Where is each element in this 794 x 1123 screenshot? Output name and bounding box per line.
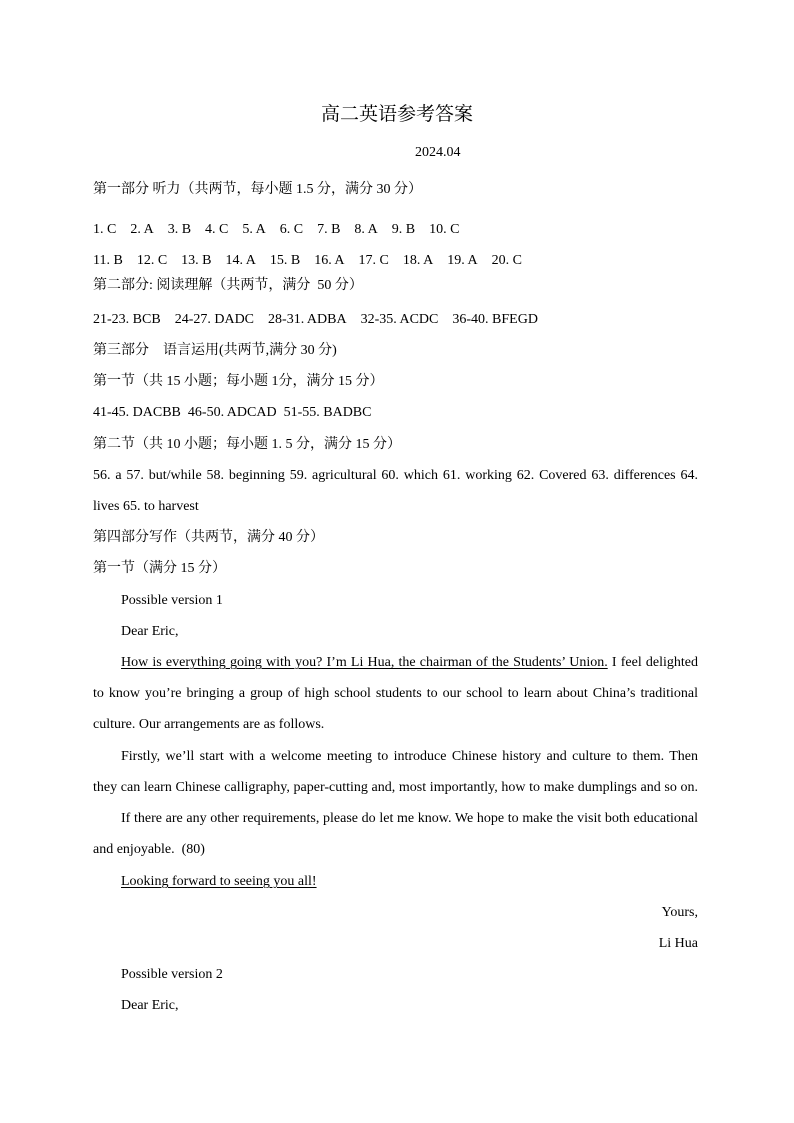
part4-section1-heading: 第一节（满分 15 分） [93, 561, 226, 576]
version1-para2-line-1: Firstly, we’ll start with a welcome meeting to introduce Chinese history and culture to them. Then [121, 749, 698, 764]
para1-line-1-rest: I feel delighted [611, 655, 699, 670]
version1-para3-line-1: If there are any other requirements, please do let me know. We hope to make the visit both educational [121, 811, 698, 826]
reading-answers-row [93, 310, 552, 330]
version1-para1-line-3: culture. Our arrangements are as follows. [93, 717, 325, 732]
answer-item: 5. A [242, 222, 266, 237]
answer-group: 46-50. ADCAD [187, 405, 277, 420]
answer-item: 14. A [225, 253, 256, 268]
answer-item: 8. A [354, 222, 378, 237]
doc-date: 2024.04 [415, 145, 461, 160]
version1-para3-line-2: and enjoyable. (80) [93, 842, 205, 857]
version1-para2-line-2: they can learn Chinese calligraphy, paper-cutting and, most importantly, how to make dumplings and so on. [93, 780, 698, 795]
answer-group: 28-31. ADBA [268, 312, 347, 327]
version1-label: Possible version 1 [121, 593, 223, 608]
answer-item: 2. A [130, 222, 154, 237]
part3-section1-heading: 第一节（共 15 小题；每小题 1分，满分 15 分） [93, 374, 384, 389]
answer-item: 15. B [269, 253, 301, 268]
version2-salutation: Dear Eric, [121, 998, 179, 1013]
answer-group: 36-40. BFEGD [452, 312, 538, 327]
answer-item: 17. C [358, 253, 389, 268]
answer-group: 32-35. ACDC [360, 312, 439, 327]
version1-para1-line-1 [121, 653, 698, 673]
listening-answers-row-2 [93, 251, 536, 271]
part3-section2-heading: 第二节（共 10 小题；每小题 1. 5 分，满分 15 分） [93, 437, 401, 452]
answer-item: 7. B [317, 222, 341, 237]
part3-heading: 第三部分 语言运用(共两节,满分 30 分) [93, 343, 337, 358]
answer-item: 6. C [279, 222, 304, 237]
cloze-answers-row [93, 403, 378, 423]
answer-item: 12. C [136, 253, 168, 268]
answer-item: 13. B [181, 253, 212, 268]
answer-item: 4. C [205, 222, 229, 237]
answer-item: 19. A [447, 253, 478, 268]
answer-group: 24-27. DADC [174, 312, 255, 327]
part4-heading: 第四部分写作（共两节，满分 40 分） [93, 530, 324, 545]
version1-signoff: Yours, [661, 905, 698, 920]
answer-item: 10. C [429, 222, 460, 237]
answer-item: 20. C [491, 253, 522, 268]
answer-group: 21-23. BCB [93, 312, 161, 327]
version1-para1-line-2: to know you’re bringing a group of high school students to our school to learn about China’s traditional [93, 686, 698, 701]
listening-answers-row-1 [93, 220, 473, 240]
part1-heading: 第一部分 听力（共两节，每小题 1.5 分，满分 30 分） [93, 182, 422, 197]
answer-item: 3. B [167, 222, 192, 237]
answer-item: 9. B [391, 222, 416, 237]
answer-group: 51-55. BADBC [283, 405, 372, 420]
grammar-fill-answers-line-2: lives 65. to harvest [93, 499, 199, 514]
version1-signature: Li Hua [658, 936, 698, 951]
version2-label: Possible version 2 [121, 967, 223, 982]
answer-item: 16. A [314, 253, 345, 268]
version1-salutation: Dear Eric, [121, 624, 179, 639]
answer-group: 41-45. DACBB [93, 405, 181, 420]
answer-item: 18. A [402, 253, 434, 268]
version1-closing-line: Looking forward to seeing you all! [121, 874, 317, 889]
grammar-fill-answers-line-1: 56. a 57. but/while 58. beginning 59. agricultural 60. which 61. working 62. Covered 63. differences 64. [93, 468, 698, 483]
doc-title: 高二英语参考答案 [320, 104, 473, 125]
answer-item: 11. B [93, 253, 123, 268]
answer-item: 1. C [93, 222, 117, 237]
part2-heading: 第二部分: 阅读理解（共两节，满分 50 分） [93, 278, 363, 293]
underlined-opening: How is everything going with you? I’m Li Hua, the chairman of the Students’ Union. [121, 655, 608, 670]
